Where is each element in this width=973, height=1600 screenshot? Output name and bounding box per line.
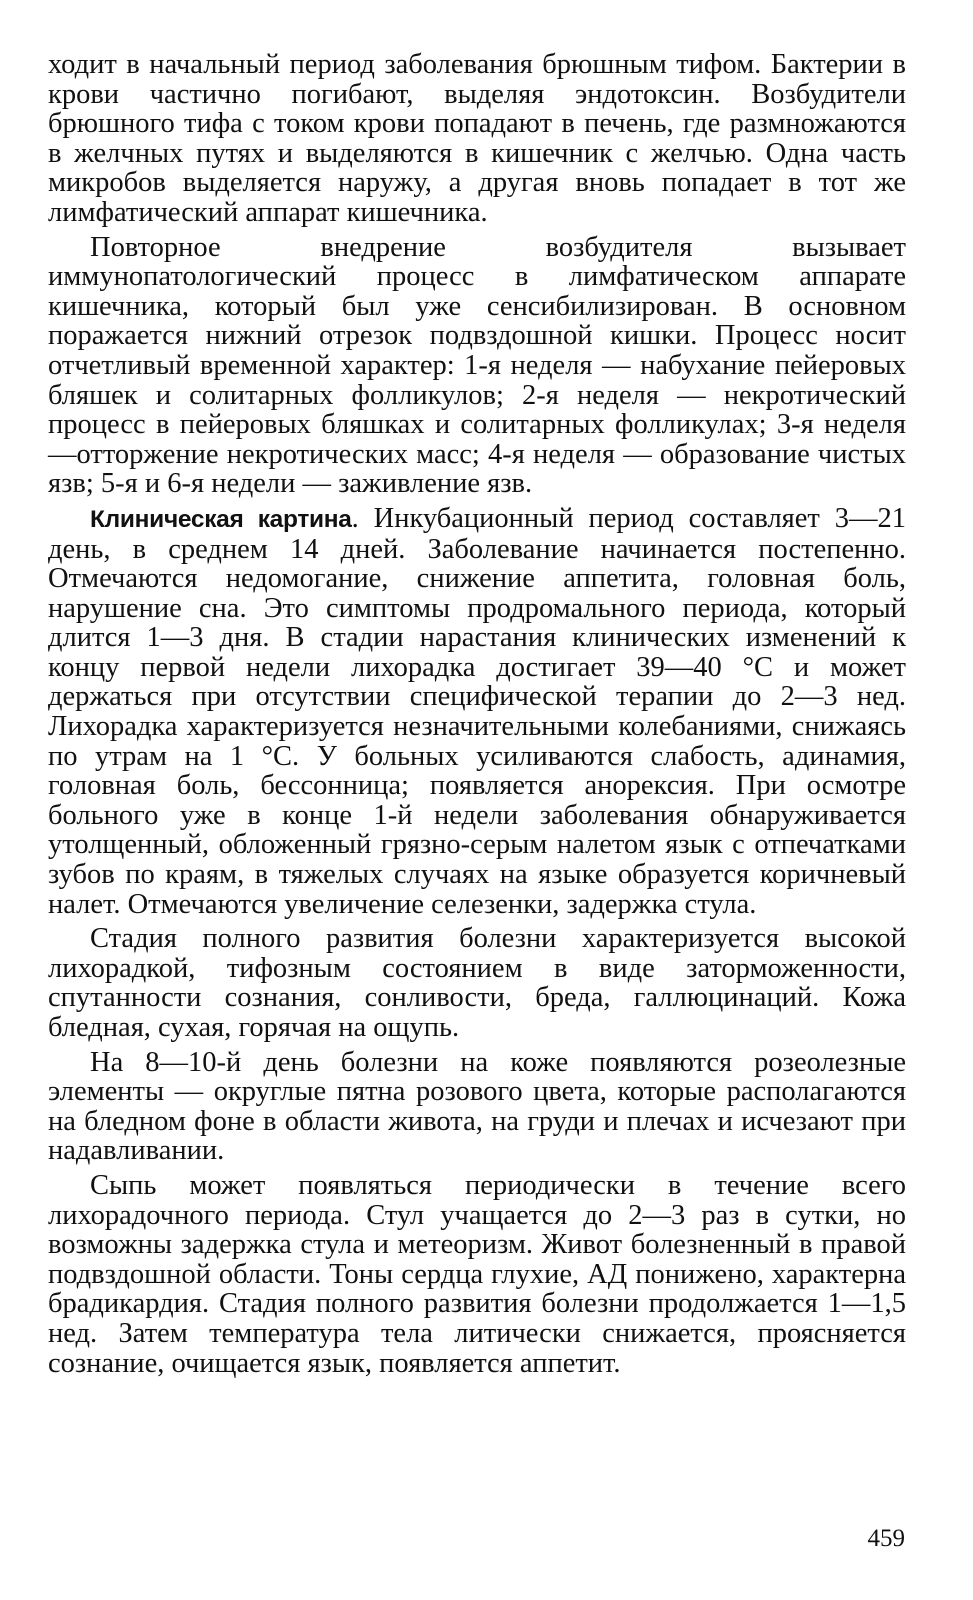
- paragraph-text: . Инкубационный период составляет 3—21 день, в среднем 14 дней. Заболевание начинается постепенно. Отмечаются недомогание, снижение аппетита, головная боль, нарушение сна. Это симптомы продромального периода, который длится 1—3 дня. В стадии нарастания клинических изменений к концу первой недели лихорадка достигает 39—40 °С и может держаться при отсутствии специфической терапии до 2—3 нед. Лихорадка характеризуется незначительными колебаниями, снижаясь по утрам на 1 °С. У больных усиливаются слабость, адинамия, головная боль, бессонница; появляется анорексия. При осмотре больного уже в конце 1-й недели заболевания обнаруживается утолщенный, обложенный грязно-серым налетом язык с отпечатками зубов по краям, в тяжелых случаях на языке образуется коричневый налет. Отмечаются увеличение селезенки, задержка стула.: [48, 502, 906, 920]
- paragraph-roseola-rash: [48, 1048, 906, 1166]
- paragraph-text: Повторное внедрение возбудителя вызывает иммунопатологический процесс в лимфатическом аппарате кишечника, который был уже сенсибилизирован. В основном поражается нижний отрезок подвздошной кишки. Процесс носит отчетливый временной характер: 1-я неделя — набухание пейеровых бляшек и солитарных фолликулов; 2-я неделя — некротический процесс в пейеровых бляшках и солитарных фолликулах; 3-я неделя —отторжение некротических масс; 4-я неделя — образование чистых язв; 5-я и 6-я недели — заживление язв.: [48, 231, 906, 500]
- paragraph-rash-course: [48, 1171, 906, 1378]
- page-body: [48, 50, 906, 1378]
- paragraph-pathogenesis-continued: [48, 50, 906, 228]
- section-heading-clinical-picture: Клиническая картина: [90, 505, 352, 533]
- page-number: 459: [867, 1525, 905, 1552]
- paragraph-text: Сыпь может появляться периодически в течение всего лихорадочного периода. Стул учащается до 2—3 раз в сутки, но возможны задержка стула и метеоризм. Живот болезненный в правой подвздошной области. Тоны сердца глухие, АД понижено, характерна брадикардия. Стадия полного развития болезни продолжается 1—1,5 нед. Затем температура тела литически снижается, проясняется сознание, очищается язык, появляется аппетит.: [48, 1169, 906, 1379]
- paragraph-text: На 8—10-й день болезни на коже появляются розеолезные элементы — округлые пятна розового цвета, которые располагаются на бледном фоне в области живота, на груди и плечах и исчезают при надавливании.: [48, 1046, 906, 1167]
- paragraph-clinical-picture: [48, 504, 906, 919]
- paragraph-text: ходит в начальный период заболевания брюшным тифом. Бактерии в крови частично погибают, выделяя эндотоксин. Возбудители брюшного тифа с током крови попадают в печень, где размножаются в желчных путях и выделяются в кишечник с желчью. Одна часть микробов выделяется наружу, а другая вновь попадает в тот же лимфатический аппарат кишечника.: [48, 49, 906, 228]
- paragraph-text: Стадия полного развития болезни характеризуется высокой лихорадкой, тифозным состоянием в виде заторможенности, спутанности сознания, сонливости, бреда, галлюцинаций. Кожа бледная, сухая, горячая на ощупь.: [48, 923, 906, 1043]
- paragraph-immunopathology: [48, 233, 906, 499]
- paragraph-full-development-stage: [48, 924, 906, 1042]
